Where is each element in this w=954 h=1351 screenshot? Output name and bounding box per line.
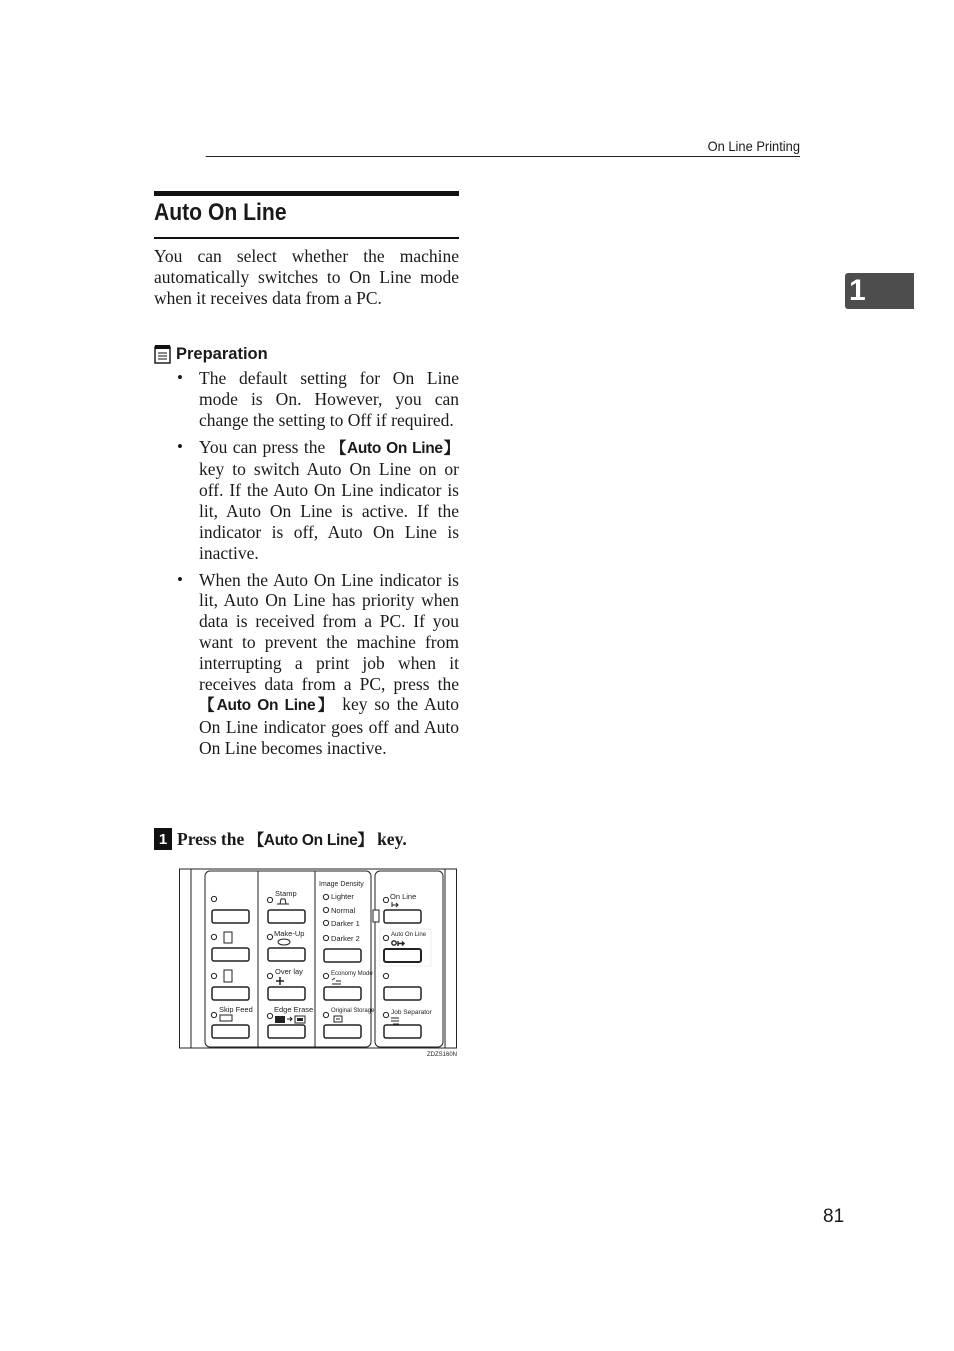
step-1 [154, 828, 407, 850]
panel-key [384, 1025, 421, 1038]
darker-1-label: Darker 1 [331, 919, 360, 928]
intro-paragraph: You can select whether the machine automatically switches to On Line mode when it receives data from a PC. [154, 246, 459, 308]
key-name: 【Auto On Line】 [199, 697, 336, 715]
panel-key [212, 948, 249, 961]
auto-on-line-key[interactable] [384, 949, 421, 962]
list-item-text: key so the Auto On Line indicator goes off and Auto On Line becomes inactive. [199, 694, 459, 758]
edge-erase-label: Edge Erase [274, 1005, 314, 1014]
step-number: 1 [154, 828, 172, 850]
bullet-icon: • [177, 569, 183, 589]
panel-key [324, 949, 361, 962]
preparation-heading [154, 343, 268, 365]
key-name: 【Auto On Line】 [248, 832, 373, 849]
step-text: key. [372, 829, 407, 849]
panel-key [268, 948, 305, 961]
control-panel-illustration [179, 868, 459, 1060]
key-name: 【Auto On Line】 [330, 439, 459, 457]
auto-on-line-label: Auto On Line [391, 932, 427, 938]
list-item-text: You can press the [199, 436, 331, 457]
panel-key [268, 910, 305, 923]
preparation-list [154, 368, 459, 765]
step-text: Press the [177, 829, 249, 849]
preparation-heading-label: Preparation [176, 344, 268, 363]
image-density-label: Image Density [319, 881, 364, 888]
running-header-title: On Line Printing [707, 138, 800, 154]
panel-key [324, 987, 361, 1000]
stamp-label: Stamp [275, 889, 297, 898]
panel-key [384, 987, 421, 1000]
list-item-text: key to switch Auto On Line on or off. If the Auto On Line indicator is lit, Auto On Line is active. If the indicator is off, Auto On Line is inactive. [199, 459, 459, 563]
figure-id: ZDZS160N [426, 1052, 457, 1058]
skip-feed-label: Skip Feed [219, 1005, 253, 1014]
economy-mode-label: Economy Mode [331, 971, 373, 977]
running-header [206, 138, 800, 157]
section-rule-bottom [154, 237, 459, 239]
on-line-label: On Line [390, 892, 417, 901]
original-storage-label: Original Storage [331, 1008, 375, 1014]
bullet-icon: • [177, 368, 183, 387]
list-item [154, 437, 459, 564]
chapter-tab [845, 273, 914, 309]
page-number: 81 [823, 1206, 845, 1227]
lighter-label: Lighter [331, 892, 354, 901]
section-title: Auto On Line [154, 199, 287, 226]
job-separator-label: Job Separator [391, 1009, 432, 1016]
panel-key [268, 987, 305, 1000]
panel-key [384, 910, 421, 923]
panel-key [212, 1025, 249, 1038]
list-item-text: The default setting for On Line mode is On. However, you can change the setting to Off if required. [199, 368, 459, 430]
darker-2-label: Darker 2 [331, 934, 360, 943]
panel-key [212, 987, 249, 1000]
list-item-text: When the Auto On Line indicator is lit, Auto On Line has priority when data is received from a PC. If you want to prevent the machine from interrupting a print job when it receives data from a PC, press the [199, 569, 459, 694]
normal-label: Normal [331, 906, 356, 915]
makeup-label: Make-Up [274, 929, 305, 938]
bullet-icon: • [177, 436, 183, 456]
panel-key [268, 1025, 305, 1038]
panel-key [324, 1025, 361, 1038]
list-item [154, 368, 459, 430]
list-item [154, 570, 459, 759]
panel-key [212, 910, 249, 923]
overlay-label: Over lay [275, 967, 303, 976]
chapter-number: 1 [849, 274, 866, 307]
section-rule-top [154, 191, 459, 196]
memo-icon [154, 344, 171, 364]
